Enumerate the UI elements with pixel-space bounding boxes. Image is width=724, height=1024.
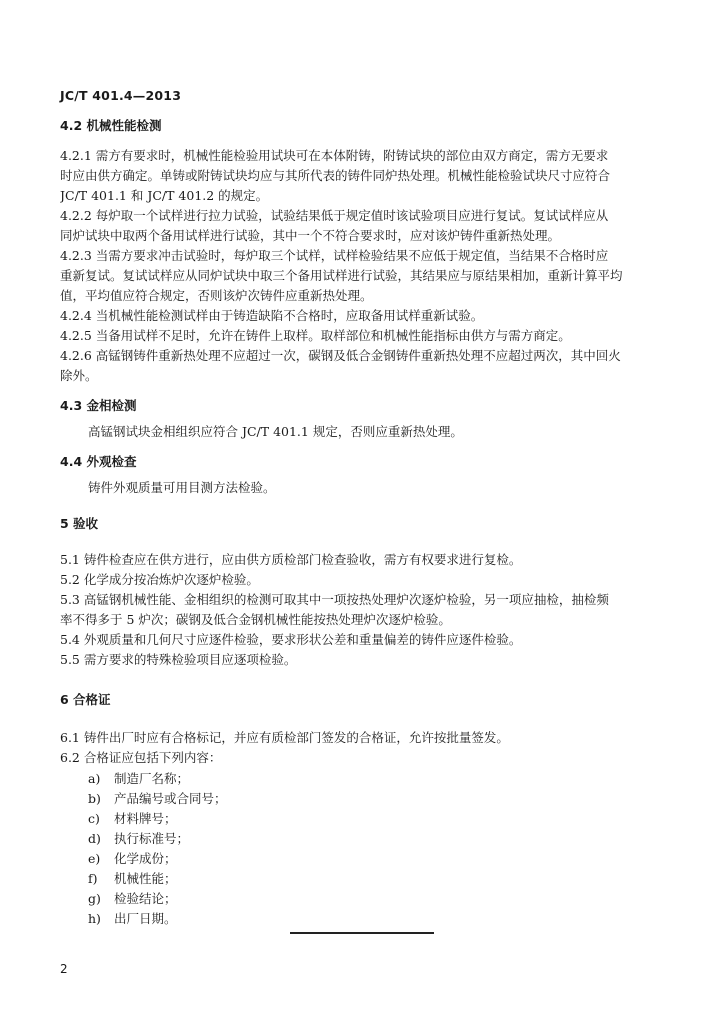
list-item-label: g)	[88, 891, 101, 906]
clause-6-2: 6.2 合格证应包括下列内容：	[60, 750, 222, 765]
clause-4-2-5: 4.2.5 当备用试样不足时，允许在铸件上取样。取样部位和机械性能指标由供方与需方商定。	[60, 328, 571, 343]
list-item-text: 化学成份；	[114, 851, 177, 866]
clause-5-3-line-1: 5.3 高锰钢机械性能、金相组织的检测可取其中一项按热处理炉次逐炉检验，另一项应抽检，抽检频	[60, 592, 609, 607]
list-item	[88, 889, 700, 909]
section-4-2-heading: 4.2 机械性能检测	[60, 118, 162, 133]
list-item-text: 材料牌号；	[114, 811, 177, 826]
list-item-label: b)	[88, 791, 101, 806]
list-item-text: 产品编号或合同号；	[114, 791, 227, 806]
clause-4-2-3-line-3: 值，平均值应符合规定，否则该炉次铸件应重新热处理。	[60, 288, 373, 303]
list-item	[88, 809, 700, 829]
list-item-label: d)	[88, 831, 101, 846]
clause-5-4: 5.4 外观质量和几何尺寸应逐件检验，要求形状公差和重量偏差的铸件应逐件检验。	[60, 632, 522, 647]
standard-number-header: JC/T 401.4—2013	[60, 88, 182, 103]
section-4-4-body: 铸件外观质量可用目测方法检验。	[88, 480, 276, 495]
list-item-label: h)	[88, 911, 101, 926]
end-of-document-rule	[290, 932, 434, 934]
clause-4-2-6-line-1: 4.2.6 高锰钢铸件重新热处理不应超过一次，碳钢及低合金钢铸件重新热处理不应超过两次，其中回火	[60, 348, 621, 363]
section-5-heading: 5 验收	[60, 516, 99, 531]
list-item-text: 执行标准号；	[114, 831, 190, 846]
section-4-3-heading: 4.3 金相检测	[60, 398, 137, 413]
clause-5-2: 5.2 化学成分按冶炼炉次逐炉检验。	[60, 572, 259, 587]
list-item-text: 检验结论；	[114, 891, 177, 906]
list-item-text: 机械性能；	[114, 871, 177, 886]
list-item	[88, 909, 700, 929]
section-6-heading: 6 合格证	[60, 692, 111, 707]
clause-4-2-2-line-2: 同炉试块中取两个备用试样进行试验，其中一个不符合要求时，应对该炉铸件重新热处理。	[60, 228, 561, 243]
clause-4-2-1-line-2: 时应由供方确定。单铸或附铸试块均应与其所代表的铸件同炉热处理。机械性能检验试块尺寸应符合	[60, 168, 611, 183]
clause-4-2-2-line-1: 4.2.2 每炉取一个试样进行拉力试验，试验结果低于规定值时该试验项目应进行复试。复试试样应从	[60, 208, 609, 223]
list-item-label: e)	[88, 851, 101, 866]
list-item	[88, 769, 700, 789]
clause-4-2-4: 4.2.4 当机械性能检测试样由于铸造缺陷不合格时，应取备用试样重新试验。	[60, 308, 484, 323]
clause-5-5: 5.5 需方要求的特殊检验项目应逐项检验。	[60, 652, 297, 667]
list-item-label: f)	[88, 871, 98, 886]
section-4-4-heading: 4.4 外观检查	[60, 454, 137, 469]
list-item-label: a)	[88, 771, 101, 786]
list-item	[88, 789, 700, 809]
clause-5-3-line-2: 率不得多于 5 炉次；碳钢及低合金钢机械性能按热处理炉次逐炉检验。	[60, 612, 451, 627]
clause-5-1: 5.1 铸件检查应在供方进行，应由供方质检部门检查验收，需方有权要求进行复检。	[60, 552, 522, 567]
clause-4-2-1-line-1: 4.2.1 需方有要求时，机械性能检验用试块可在本体附铸，附铸试块的部位由双方商定，需方无要求	[60, 148, 609, 163]
list-item-text: 制造厂名称；	[114, 771, 190, 786]
clause-4-2-3-line-1: 4.2.3 当需方要求冲击试验时，每炉取三个试样，试样检验结果不应低于规定值，当结果不合格时应	[60, 248, 609, 263]
list-item	[88, 869, 700, 889]
clause-4-2-6-line-2: 除外。	[60, 368, 98, 383]
clause-4-2-3-line-2: 重新复试。复试试样应从同炉试块中取三个备用试样进行试验，其结果应与原结果相加，重新计算平均	[60, 268, 623, 283]
list-item	[88, 849, 700, 869]
list-item-label: c)	[88, 811, 100, 826]
page-number: 2	[60, 962, 68, 976]
clause-6-1: 6.1 铸件出厂时应有合格标记，并应有质检部门签发的合格证，允许按批量签发。	[60, 730, 509, 745]
list-item-text: 出厂日期。	[114, 911, 177, 926]
section-4-3-body: 高锰钢试块金相组织应符合 JC/T 401.1 规定，否则应重新热处理。	[88, 424, 463, 439]
list-item	[88, 829, 700, 849]
clause-4-2-1-line-3: JC/T 401.1 和 JC/T 401.2 的规定。	[60, 188, 269, 203]
